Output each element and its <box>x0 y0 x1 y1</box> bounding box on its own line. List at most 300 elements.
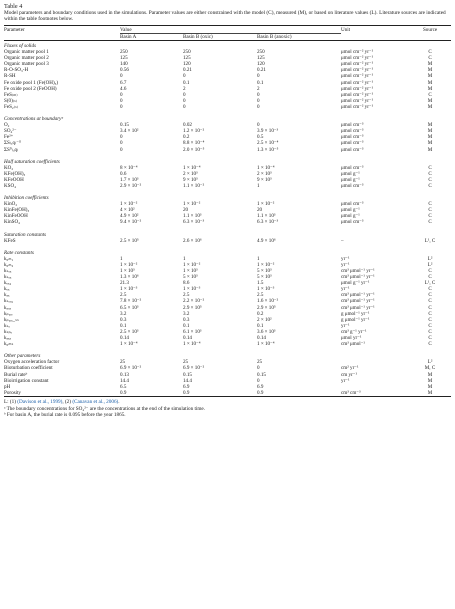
unit-cell: cm³ μmol⁻¹ yr⁻¹ <box>341 292 375 299</box>
param-cell: kₓₓₓ <box>4 335 11 342</box>
header-basin-b-anoxic: Basin B (anoxic) <box>257 33 341 40</box>
source-cell: C <box>428 219 432 226</box>
basin-a-cell: 1.7 × 10³ <box>120 176 139 183</box>
basin-a-cell: 7.8 × 10⁻² <box>120 298 142 305</box>
basin-a-cell: 0.15 <box>120 122 129 129</box>
header-basin-a: Basin A <box>120 33 183 40</box>
param-cell: kₚᵧᵣₑ_ₛₛ <box>4 316 19 323</box>
param-cell: Fe oxide pool 2 (FeOOH) <box>4 85 57 92</box>
footnote-a: ᵃ The boundary concentrations for SO₄²⁻ are the concentrations at the end of the simulation time. <box>4 405 206 412</box>
basin-b-oxic-cell: 0.1 <box>183 79 190 86</box>
basin-b-anoxic-cell: 120 <box>257 61 265 68</box>
unit-cell: μmol cm⁻² yr⁻¹ <box>341 91 374 98</box>
basin-a-cell: 6.5 × 10³ <box>120 304 139 311</box>
source-cell: C <box>428 316 432 323</box>
section-heading-row <box>4 351 451 359</box>
basin-b-oxic-cell: 0 <box>183 97 186 104</box>
unit-cell: cm³ μmol⁻¹ yr⁻¹ <box>341 268 375 274</box>
unit-cell: μmol g⁻¹ yr⁻¹ <box>341 280 370 287</box>
header-row-sub <box>4 33 451 40</box>
header-row-top <box>4 25 451 33</box>
param-cell: Organic matter pool 2 <box>4 55 49 62</box>
basin-b-anoxic-cell: 0.5 <box>257 134 264 141</box>
section-title: Fluxes of solids <box>4 43 36 49</box>
param-cell: KinO₂ <box>4 201 18 208</box>
basin-b-oxic-cell: 0 <box>183 73 186 80</box>
basin-b-anoxic-cell: 0.21 <box>257 67 266 74</box>
table-label: Table 4 <box>4 3 23 10</box>
basin-b-oxic-cell: 2.6 × 10⁶ <box>183 237 202 244</box>
source-cell: M <box>427 128 433 135</box>
param-cell: O₂ <box>4 122 10 129</box>
basin-b-anoxic-cell: 0 <box>257 97 260 104</box>
basin-b-oxic-cell: 250 <box>183 49 191 56</box>
unit-cell: cm³ μmol⁻¹ yr⁻¹ <box>341 274 375 281</box>
unit-cell: μmol cm⁻² yr⁻¹ <box>341 79 374 86</box>
basin-b-anoxic-cell: 1 <box>257 182 260 189</box>
basin-a-cell: 1 × 10⁻² <box>120 201 138 208</box>
basin-b-oxic-cell: 5 × 10³ <box>183 274 198 281</box>
source-cell: C <box>428 49 432 56</box>
basin-b-anoxic-cell: 20 <box>257 207 263 214</box>
unit-cell: yr⁻¹ <box>341 322 350 329</box>
source-cell: C <box>428 304 432 311</box>
unit-cell: μmol cm⁻³ <box>341 128 364 135</box>
basin-b-oxic-cell: 0.1 <box>183 322 190 329</box>
basin-b-anoxic-cell: 1 × 10⁻² <box>257 201 275 208</box>
basin-b-oxic-cell: 1 × 10⁻² <box>183 261 201 268</box>
source-cell: C <box>428 201 432 208</box>
basin-b-anoxic-cell: 2 <box>257 85 260 92</box>
basin-b-oxic-cell: 1 × 10⁻³ <box>183 286 201 293</box>
table-body <box>4 41 451 397</box>
basin-b-oxic-cell: 2 <box>183 85 186 92</box>
basin-a-cell: 3.4 × 10² <box>120 128 139 135</box>
basin-a-cell: 250 <box>120 49 128 56</box>
basin-a-cell: 125 <box>120 55 128 62</box>
basin-b-oxic-cell: 2.2 × 10⁻² <box>183 298 205 305</box>
basin-b-anoxic-cell: 6.3 × 10⁻³ <box>257 219 279 226</box>
basin-b-anoxic-cell: 1 × 10⁻³ <box>257 286 275 293</box>
basin-a-cell: 3.2 <box>120 310 127 317</box>
basin-b-anoxic-cell: 5 × 10³ <box>257 268 272 274</box>
basin-a-cell: 14.4 <box>120 377 129 384</box>
unit-cell: cm³ cm⁻³ <box>341 390 409 397</box>
unit-cell: μmol cm⁻² yr⁻¹ <box>341 55 374 62</box>
source-cell: L² <box>427 261 433 268</box>
basin-b-anoxic-cell: 0.2 <box>257 310 264 317</box>
basin-b-anoxic-cell: 1.3 × 10⁻⁵ <box>257 146 279 153</box>
basin-b-anoxic-cell: 1 <box>257 255 260 262</box>
basin-b-oxic-cell: 1 × 10⁻⁴ <box>183 164 201 171</box>
header-unit: Unit <box>341 25 409 33</box>
param-cell: KinSO₄ <box>4 219 20 226</box>
unit-cell: μmol cm⁻² yr⁻¹ <box>341 73 374 80</box>
param-cell: SO₄²⁻ <box>4 128 17 135</box>
unit-cell: μmol cm⁻³ <box>341 201 364 208</box>
basin-b-oxic-cell: 0.3 <box>183 316 190 323</box>
basin-b-anoxic-cell: 2.5 <box>257 292 264 299</box>
param-cell: FeS₂₍ₛ₎ <box>4 103 19 110</box>
unit-cell: μmol g⁻¹ <box>341 207 360 214</box>
source-cell: C <box>428 322 432 329</box>
basin-a-cell: 1 <box>120 255 123 262</box>
basin-a-cell: 1 × 10⁻³ <box>120 286 138 293</box>
source-cell: M <box>427 85 433 92</box>
unit-cell: yr⁻¹ <box>341 286 350 293</box>
section-title: Inhibition coefficients <box>4 195 49 202</box>
basin-b-anoxic-cell: 1 × 10⁻² <box>257 261 275 268</box>
section-heading-row <box>4 41 451 50</box>
header-basin-b-oxic: Basin B (oxic) <box>183 33 257 40</box>
param-cell: kₛₒₓ <box>4 274 12 281</box>
unit-cell: cm³ g⁻¹ yr⁻¹ <box>341 328 367 335</box>
param-cell: Bioturbation coefficient <box>4 365 53 372</box>
source-cell: L¹, C <box>424 280 436 287</box>
basin-b-oxic-cell: 1 × 10⁻² <box>183 201 201 208</box>
basin-a-cell: 0.56 <box>120 67 129 74</box>
unit-cell: μmol cm⁻³ <box>341 146 364 153</box>
source-cell: C <box>428 55 432 62</box>
basin-a-cell: 2.5 <box>120 292 127 299</box>
basin-b-anoxic-cell: 2.5 × 10⁻⁴ <box>257 140 279 147</box>
basin-a-cell: 0.6 <box>120 170 127 177</box>
section-heading-row <box>4 114 451 122</box>
basin-b-oxic-cell: 6.3 × 10⁻³ <box>183 219 205 226</box>
basin-b-anoxic-cell: 25 <box>257 359 263 366</box>
param-cell: Oxygen acceleration factor <box>4 359 60 366</box>
basin-b-anoxic-cell: 0 <box>257 377 260 384</box>
unit-cell: μmol cm⁻² yr⁻¹ <box>341 103 374 110</box>
section-title: Saturation constants <box>4 231 47 238</box>
basin-b-anoxic-cell: 0.1 <box>257 79 264 86</box>
source-cell: M <box>427 61 433 68</box>
basin-b-oxic-cell: 1.1 × 10³ <box>183 213 202 220</box>
basin-b-oxic-cell: 0.14 <box>183 335 192 342</box>
reference-link-1[interactable]: (Davison et al., 1999) <box>17 398 63 405</box>
basin-b-oxic-cell: 1 × 10⁻⁴ <box>183 341 201 348</box>
param-cell: Bioirrigation constant <box>4 377 49 384</box>
section-heading-row <box>4 248 451 256</box>
basin-b-anoxic-cell: 2 × 10³ <box>257 170 272 177</box>
unit-cell: μmol cm⁻³ <box>341 182 364 189</box>
basin-b-anoxic-cell: 0 <box>257 365 260 372</box>
param-cell: kₛₚₒ <box>4 328 13 335</box>
basin-b-oxic-cell: 0.02 <box>183 122 192 129</box>
source-cell: C <box>428 268 432 274</box>
section-heading-row <box>4 230 451 238</box>
param-cell: kₛₒₓ <box>4 268 12 274</box>
refs-mid: , (2) <box>62 398 73 405</box>
source-cell: C <box>428 164 432 171</box>
basin-a-cell: 2.5 × 10³ <box>120 328 139 335</box>
basin-a-cell: 0 <box>120 134 123 141</box>
basin-a-cell: 0.3 <box>120 316 127 323</box>
basin-b-anoxic-cell: 0.14 <box>257 335 266 342</box>
header-parameter: Parameter <box>4 25 120 33</box>
basin-b-oxic-cell: 20 <box>183 207 189 214</box>
reference-link-2[interactable]: (Canavan et al., 2006) <box>72 398 119 405</box>
basin-b-oxic-cell: 3.2 <box>183 310 190 317</box>
basin-b-oxic-cell: 8.6 <box>183 280 190 287</box>
unit-cell: cm yr⁻¹ <box>341 371 357 378</box>
source-cell: M <box>427 140 433 147</box>
param-cell: Organic matter pool 1 <box>4 49 49 56</box>
source-cell: M <box>427 377 433 384</box>
param-cell: k₀ₘ₂ <box>4 261 14 268</box>
basin-b-anoxic-cell: 4.9 × 10⁶ <box>257 237 276 244</box>
basin-a-cell: 6.9 × 10⁻² <box>120 365 142 372</box>
source-cell: M <box>427 146 433 153</box>
basin-a-cell: 0 <box>120 97 123 104</box>
unit-cell: μmol cm⁻² yr⁻¹ <box>341 85 374 92</box>
basin-b-oxic-cell: 0 <box>183 91 186 98</box>
section-title: Half saturation coefficients <box>4 158 60 165</box>
basin-b-oxic-cell: 2.0 × 10⁻⁵ <box>183 146 205 153</box>
basin-a-cell: 9.4 × 10⁻² <box>120 219 142 226</box>
source-cell: C <box>428 274 432 281</box>
basin-a-cell: 1.3 × 10⁶ <box>120 274 139 281</box>
basin-a-cell: 0.13 <box>120 371 129 378</box>
param-cell: Organic matter pool 3 <box>4 61 49 68</box>
unit-cell: μmol cm⁻³ <box>341 164 364 171</box>
basin-b-oxic-cell: 120 <box>183 61 191 68</box>
basin-a-cell: 0 <box>120 103 123 110</box>
unit-cell: μmol cm⁻³ <box>341 122 364 129</box>
basin-b-anoxic-cell: 0 <box>257 91 260 98</box>
basin-b-anoxic-cell: 2.9 × 10⁵ <box>257 304 276 311</box>
basin-b-oxic-cell: 1 <box>183 255 186 262</box>
source-cell: C <box>428 328 432 335</box>
basin-b-oxic-cell: 1.2 × 10⁻² <box>183 128 205 135</box>
param-cell: kₛₒᵣ₉ <box>4 298 13 305</box>
unit-cell: cm³ μmol⁻¹ <box>341 341 365 348</box>
basin-b-oxic-cell: 1.1 × 10⁻² <box>183 182 205 189</box>
source-cell: C <box>428 286 432 293</box>
basin-b-anoxic-cell: 1 × 10⁻⁴ <box>257 341 275 348</box>
param-cell: KFeS <box>4 237 16 244</box>
basin-b-anoxic-cell: 5 × 10³ <box>257 274 272 281</box>
source-cell: C <box>428 292 432 299</box>
source-cell: C <box>428 213 432 220</box>
basin-b-anoxic-cell: 3.6 × 10³ <box>257 328 276 335</box>
basin-b-anoxic-cell: 1.6 × 10⁻² <box>257 298 279 305</box>
basin-a-cell: 6.5 <box>120 383 127 390</box>
table-row <box>4 390 451 397</box>
footnotes <box>4 399 451 419</box>
param-cell: pH <box>4 383 11 390</box>
basin-b-oxic-cell: 0.21 <box>183 67 192 74</box>
param-cell: kₒₓ <box>4 286 10 293</box>
header-source: Source <box>409 25 451 33</box>
source-cell: C <box>428 91 432 98</box>
basin-b-anoxic-cell: 1.1 × 10³ <box>257 213 276 220</box>
basin-a-cell: 0 <box>120 73 123 80</box>
source-cell: M, C <box>424 365 436 372</box>
basin-b-oxic-cell: 6.9 <box>183 383 190 390</box>
unit-cell: cm³ μmol⁻¹ yr⁻¹ <box>341 298 375 305</box>
unit-cell: μmol cm⁻³ <box>341 140 364 147</box>
basin-a-cell: 1 × 10⁻² <box>120 261 138 268</box>
basin-b-anoxic-cell: 3.9 × 10⁻³ <box>257 128 279 135</box>
basin-b-anoxic-cell: 125 <box>257 55 265 62</box>
unit-cell: – <box>341 237 344 244</box>
basin-a-cell: 2.5 × 10⁵ <box>120 237 139 244</box>
source-cell: L¹, C <box>424 237 436 244</box>
unit-cell: μmol g⁻¹ <box>341 213 360 220</box>
source-cell: C <box>428 298 432 305</box>
basin-b-anoxic-cell: 6.9 <box>257 383 264 390</box>
basin-b-oxic-cell: 2.9 × 10⁵ <box>183 304 202 311</box>
unit-cell: μmol yr⁻¹ <box>341 335 362 342</box>
unit-cell: μmol g⁻¹ <box>341 170 360 177</box>
basin-b-anoxic-cell: 9 × 10³ <box>257 176 272 183</box>
param-cell: kₚᵧᵣₑ <box>4 310 13 317</box>
references-footnote <box>4 399 451 406</box>
basin-b-anoxic-cell: 0.9 <box>257 390 341 397</box>
basin-a-cell: 6.7 <box>120 79 127 86</box>
source-cell: C <box>428 182 432 189</box>
unit-cell: g μmol⁻¹ yr⁻¹ <box>341 316 370 323</box>
basin-b-oxic-cell: 1 × 10³ <box>183 268 198 274</box>
param-cell: Burial rateᵇ <box>4 371 28 378</box>
param-cell: k₀ₘ₁ <box>4 255 14 262</box>
basin-b-oxic-cell: 0.2 <box>183 134 190 141</box>
basin-a-cell: 4.9 × 10² <box>120 213 139 220</box>
basin-b-oxic-cell: 0.15 <box>183 371 192 378</box>
source-cell: M <box>427 73 433 80</box>
parameter-table <box>4 25 451 397</box>
basin-b-anoxic-cell: 250 <box>257 49 265 56</box>
unit-cell: g μmol⁻¹ yr⁻¹ <box>341 310 370 317</box>
param-cell: KinFe(OH)₃ <box>4 207 30 214</box>
source-cell: M <box>427 103 433 110</box>
basin-b-oxic-cell: 0.9 <box>183 390 257 397</box>
basin-b-oxic-cell: 0 <box>183 103 186 110</box>
basin-a-cell: 4.6 <box>120 85 127 92</box>
basin-a-cell: 0.1 <box>120 322 127 329</box>
basin-b-anoxic-cell: 2 × 10² <box>257 316 272 323</box>
source-cell: M <box>427 134 433 141</box>
unit-cell: μmol cm⁻² yr⁻¹ <box>341 67 374 74</box>
unit-cell: μmol cm⁻³ <box>341 134 364 141</box>
param-cell: Fe²⁺ <box>4 134 14 141</box>
unit-cell: μmol cm⁻² yr⁻¹ <box>341 61 374 68</box>
basin-a-cell: 0 <box>120 140 123 147</box>
param-cell: KSO₄ <box>4 182 16 189</box>
basin-a-cell: 4 × 10² <box>120 207 135 214</box>
basin-a-cell: 21.3 <box>120 280 129 287</box>
source-cell: C <box>428 176 432 183</box>
source-cell: C <box>428 207 432 214</box>
source-cell: M <box>427 67 433 74</box>
header-value: Value <box>120 25 341 33</box>
basin-a-cell: 140 <box>120 61 128 68</box>
param-cell: k₀ₘₛ <box>4 341 14 348</box>
basin-b-oxic-cell: 8.8 × 10⁻⁴ <box>183 140 205 147</box>
param-cell: Fe oxide pool 1 (Fe(OH)₃) <box>4 79 59 86</box>
unit-cell: yr⁻¹ <box>341 255 350 262</box>
source-cell: L² <box>427 359 433 366</box>
param-cell: ΣS₍ₐq₎⁻ᴵᴵ <box>4 140 21 147</box>
section-heading-row <box>4 193 451 201</box>
basin-b-oxic-cell: 2 × 10³ <box>183 170 198 177</box>
refs-end: . <box>118 398 120 405</box>
source-cell: L² <box>427 255 433 262</box>
basin-b-oxic-cell: 2.5 <box>183 292 190 299</box>
source-cell: M <box>427 79 433 86</box>
section-heading-row <box>4 157 451 165</box>
section-title: Other parameters <box>4 353 41 360</box>
section-title: Rate constants <box>4 249 34 256</box>
basin-b-oxic-cell: 14.4 <box>183 377 192 384</box>
param-cell: R-SH <box>4 73 16 80</box>
source-cell: M <box>427 122 433 129</box>
unit-cell: yr⁻¹ <box>341 377 350 384</box>
source-cell: C <box>428 335 432 342</box>
source-cell: C <box>428 170 432 177</box>
unit-cell: cm² yr⁻¹ <box>341 365 359 372</box>
section-title: Concentrations at boundaryᵃ <box>4 116 64 123</box>
source-cell: M <box>427 371 433 378</box>
basin-b-anoxic-cell: 0 <box>257 103 260 110</box>
basin-a-cell: 0 <box>120 146 123 153</box>
unit-cell: yr⁻¹ <box>341 261 350 268</box>
basin-a-cell: 25 <box>120 359 126 366</box>
basin-b-anoxic-cell: 0.1 <box>257 322 264 329</box>
param-cell: Porosity <box>4 390 120 397</box>
basin-a-cell: 0 <box>120 91 123 98</box>
basin-b-anoxic-cell: 1 × 10⁻⁴ <box>257 164 275 171</box>
source-cell: C <box>428 341 432 348</box>
unit-cell: μmol cm⁻² yr⁻¹ <box>341 49 374 56</box>
basin-a-cell: 2.9 × 10⁻² <box>120 182 142 189</box>
footnote-b: ᵇ For basin A, the burial rate is 0.095 before the year 1865. <box>4 412 126 419</box>
basin-a-cell: 1 × 10³ <box>120 268 135 274</box>
source-cell: M <box>409 390 451 397</box>
param-cell: kₓₒₓ <box>4 304 11 311</box>
param-cell: kₛₒ <box>4 322 10 329</box>
source-cell: C <box>428 310 432 317</box>
basin-a-cell: 0.9 <box>120 390 183 397</box>
param-cell: KO₂ <box>4 164 14 171</box>
basin-b-oxic-cell: 125 <box>183 55 191 62</box>
basin-a-cell: 0.14 <box>120 335 129 342</box>
basin-b-oxic-cell: 6.1 × 10³ <box>183 328 202 335</box>
unit-cell: μmol cm⁻² yr⁻¹ <box>341 97 374 104</box>
basin-b-anoxic-cell: 0 <box>257 122 260 129</box>
basin-b-oxic-cell: 25 <box>183 359 189 366</box>
unit-cell: μmol g⁻¹ <box>341 176 360 183</box>
source-cell: M <box>427 97 433 104</box>
basin-b-anoxic-cell: 0.15 <box>257 371 266 378</box>
param-cell: kₒₓ₂ <box>4 280 12 287</box>
basin-a-cell: 1 × 10⁻⁴ <box>120 341 138 348</box>
param-cell: ΣS⁰₍ₐq₎ <box>4 146 19 153</box>
basin-b-oxic-cell: 9 × 10³ <box>183 176 198 183</box>
unit-cell: cm³ μmol⁻¹ yr⁻¹ <box>341 304 375 311</box>
param-cell: KFe(OH)₃ <box>4 170 26 177</box>
basin-a-cell: 8 × 10⁻⁴ <box>120 164 138 171</box>
source-cell: M <box>427 383 433 390</box>
unit-cell: μmol cm⁻³ <box>341 219 364 226</box>
basin-b-anoxic-cell: 1.5 <box>257 280 264 287</box>
param-cell: KFeOOH <box>4 176 24 183</box>
refs-prefix: L: (1) <box>4 398 18 405</box>
basin-b-anoxic-cell: 0 <box>257 73 260 80</box>
param-cell: KinFeOOH <box>4 213 28 220</box>
param-cell: R-O-SO₃-H <box>4 67 29 74</box>
